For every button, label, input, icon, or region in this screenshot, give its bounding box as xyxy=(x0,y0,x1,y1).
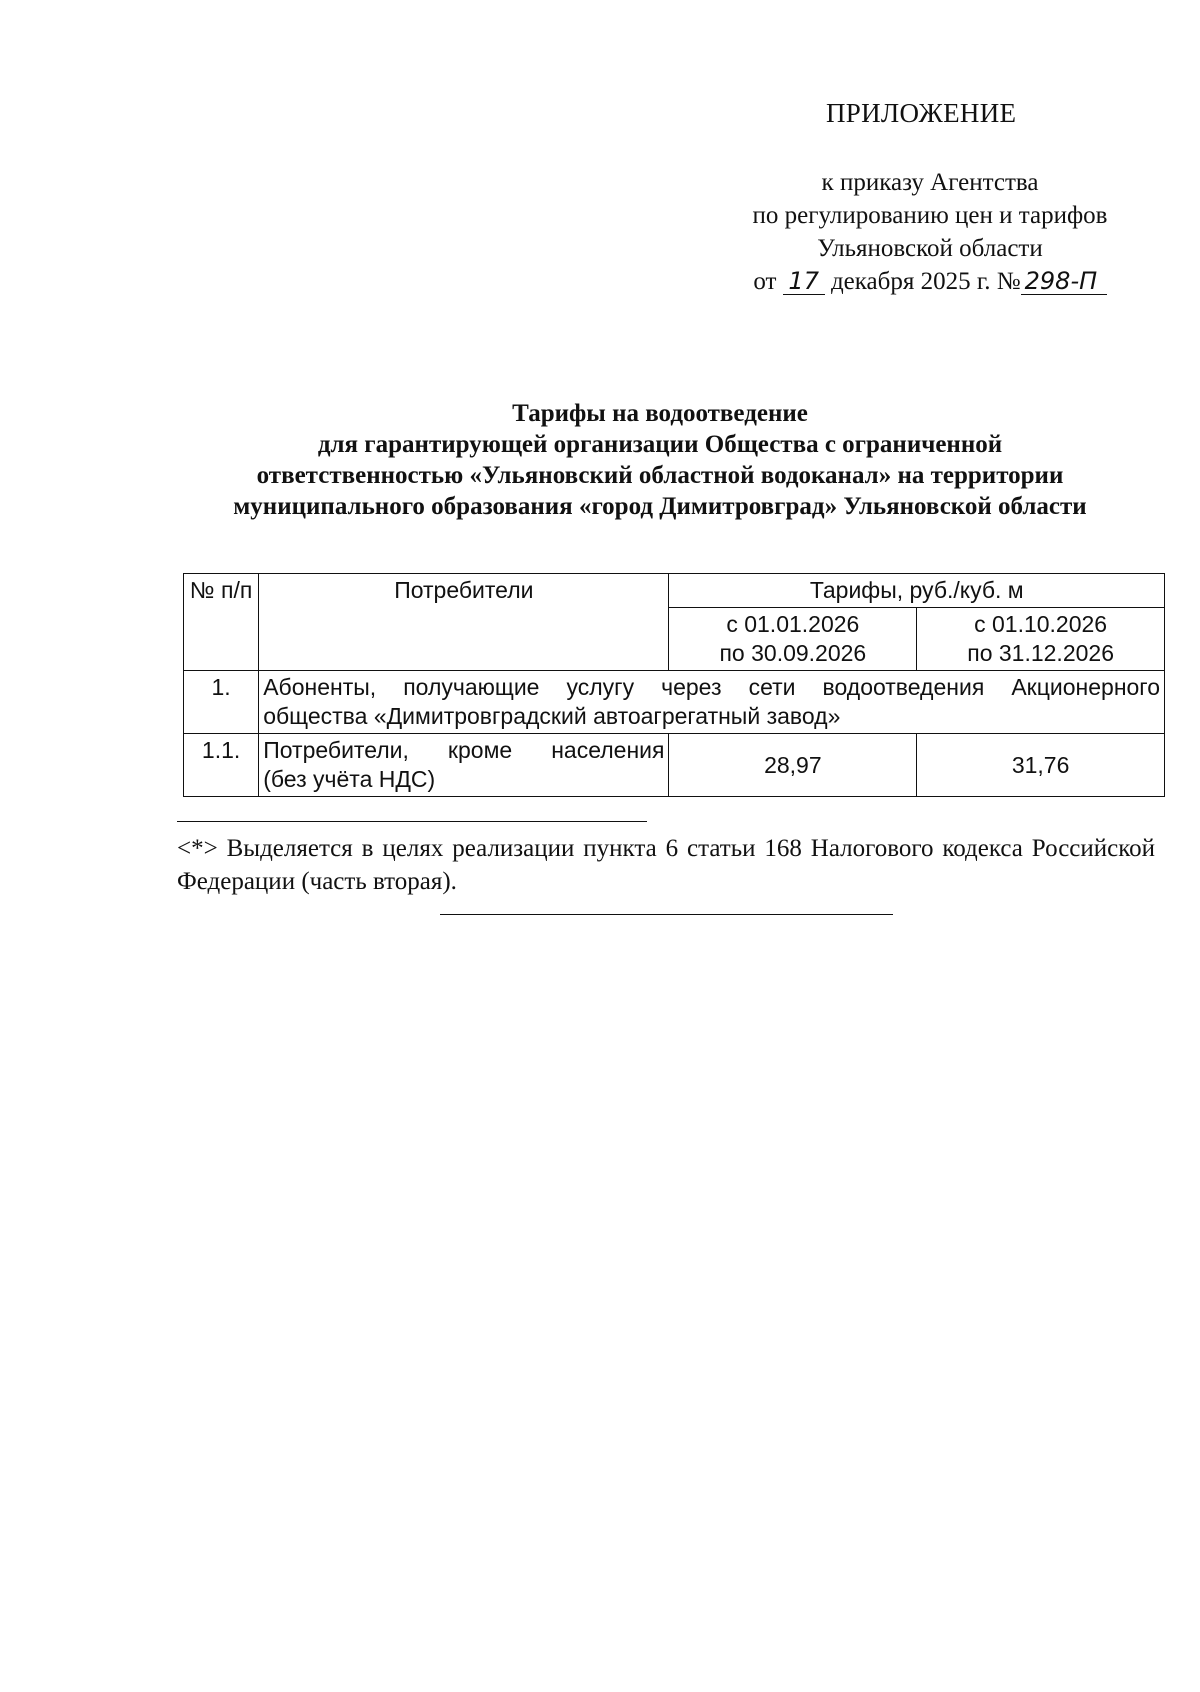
row-2-text-a: Потребители, кроме населения xyxy=(263,737,665,763)
title-line-2: для гарантирующей организации Общества с ограниченной xyxy=(317,431,1003,458)
period-1-cell xyxy=(669,608,917,671)
row-1-number: 1. xyxy=(184,671,259,734)
date-prefix: от xyxy=(753,268,777,295)
table-row xyxy=(184,671,1165,734)
handwritten-day: 17 xyxy=(783,268,825,295)
table-header-row xyxy=(184,574,1165,608)
row-2-text-b: (без учёта НДС) xyxy=(263,766,436,792)
row-2-value-period-1: 28,97 xyxy=(669,734,917,797)
row-2-number: 1.1. xyxy=(184,734,259,797)
footnote-divider xyxy=(177,821,647,822)
row-1-text-a: Абоненты, получающие услугу через сети водоотведения Акционерного xyxy=(263,674,1160,700)
handwritten-order-number: 298-П xyxy=(1021,268,1107,295)
row-1-description xyxy=(259,671,1165,734)
row-1-text-b: общества «Димитровградский автоагрегатный завод» xyxy=(263,703,841,729)
period-2-from: с 01.10.2026 xyxy=(974,611,1108,637)
period-2-to: по 31.12.2026 xyxy=(967,640,1114,666)
header-number-cell: № п/п xyxy=(184,574,259,671)
period-1-to: по 30.09.2026 xyxy=(719,640,867,666)
period-1-from: с 01.01.2026 xyxy=(726,611,860,637)
title-line-3: ответственностью «Ульяновский областной водоканал» на территории xyxy=(256,462,1064,489)
period-2-cell xyxy=(917,608,1165,671)
order-line-1: к приказу Агентства xyxy=(821,169,1039,196)
footnote-text: <*> Выделяется в целях реализации пункта 6 статьи 168 Налогового кодекса Российской Федерации (часть вторая). xyxy=(177,835,1155,895)
row-2-description xyxy=(259,734,669,797)
end-divider xyxy=(440,914,893,915)
title-line-1: Тарифы на водоотведение xyxy=(512,400,808,427)
order-line-2: по регулированию цен и тарифов xyxy=(752,202,1108,229)
row-2-value-period-2: 31,76 xyxy=(917,734,1165,797)
table-row xyxy=(184,734,1165,797)
document-title xyxy=(160,398,1160,522)
header-tariffs-cell: Тарифы, руб./куб. м xyxy=(669,574,1165,608)
order-date-line xyxy=(700,265,1160,298)
date-rest: декабря 2025 г. № xyxy=(830,268,1021,295)
title-line-4: муниципального образования «город Димитровград» Ульяновской области xyxy=(233,493,1087,520)
order-reference xyxy=(700,166,1160,298)
appendix-heading: ПРИЛОЖЕНИЕ xyxy=(826,98,1017,128)
order-line-3: Ульяновской области xyxy=(817,235,1043,262)
header-consumers-cell: Потребители xyxy=(259,574,669,671)
tariff-table xyxy=(183,573,1165,797)
